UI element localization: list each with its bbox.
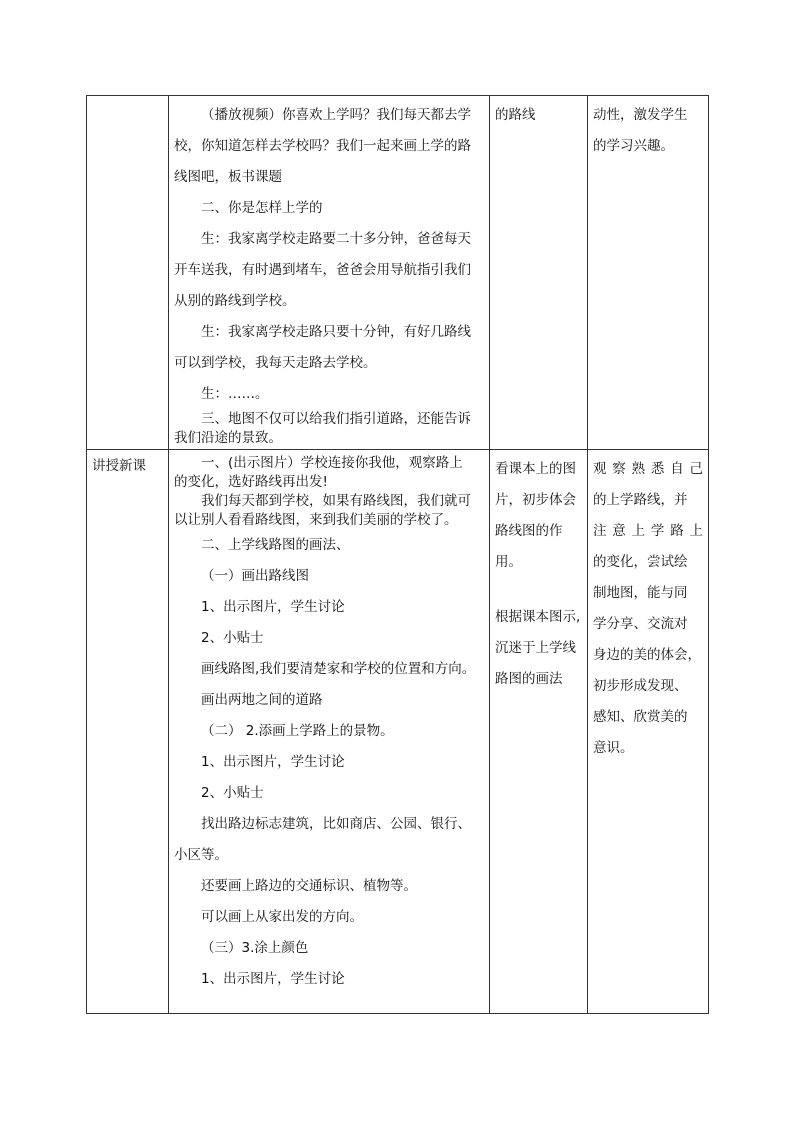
content-line: 生：……。: [201, 386, 269, 402]
row2-student-cell: [490, 450, 588, 1014]
content-line: 生：我家离学校走路要二十多分钟，爸爸每天: [201, 231, 471, 247]
content-line: （一）画出路线图: [201, 568, 309, 584]
student-line: 的路线: [495, 107, 536, 123]
content-line: 校，你知道怎样去学校吗？我们一起来画上学的路: [174, 138, 471, 154]
content-line: 1、出示图片，学生讨论: [201, 599, 345, 615]
content-line: 的变化，选好路线再出发!: [174, 474, 328, 490]
content-line: 二、你是怎样上学的: [201, 200, 323, 216]
content-line: 二、上学线路图的画法、: [201, 537, 350, 553]
table-row: [87, 450, 709, 1014]
content-line: 可以到学校，我每天走路去学校。: [174, 355, 377, 371]
content-line: 开车送我，有时遇到堵车，爸爸会用导航指引我们: [174, 262, 471, 278]
intent-line: 的学习兴趣。: [593, 138, 674, 154]
content-line: 以让别人看看路线图，来到我们美丽的学校了。: [174, 512, 458, 528]
row1-student-cell: [490, 96, 588, 450]
content-line: 小区等。: [174, 847, 228, 863]
content-line: 画出两地之间的道路: [201, 692, 323, 708]
student-line: 路线图的作用。: [495, 523, 563, 570]
row2-intent-cell: [588, 450, 709, 1014]
row2-label-cell: [87, 450, 169, 1014]
content-line: 可以画上从家出发的方向。: [201, 909, 363, 925]
intent-line: 感知、欣赏美的: [593, 709, 688, 725]
content-line: （播放视频）你喜欢上学吗？我们每天都去学: [201, 107, 471, 123]
row1-label: [87, 96, 168, 102]
intent-line: 观察熟悉自己: [593, 461, 703, 477]
content-line: 线图吧，板书课题: [174, 169, 282, 185]
content-line: 一、(出示图片）学校连接你我他，观察路上: [201, 455, 463, 471]
row1-intent-cell: [588, 96, 709, 450]
row1-content-cell: [169, 96, 490, 450]
content-line: 我们沿途的景致。: [174, 430, 282, 446]
content-line: 三、地图不仅可以给我们指引道路，还能告诉: [201, 411, 471, 427]
intent-line: 注意上学路上: [593, 523, 703, 539]
intent-line: 制地图，能与同: [593, 585, 688, 601]
content-line: （三）3.涂上颜色: [201, 940, 309, 956]
content-line: 2、小贴士: [201, 630, 264, 646]
student-line: 根据课本图示,: [495, 609, 581, 625]
intent-line: 动性，激发学生: [593, 107, 688, 123]
row2-content-cell: [169, 450, 490, 1014]
content-line: 我们每天都到学校，如果有路线图，我们就可: [201, 493, 471, 509]
content-line: 2、小贴士: [201, 785, 264, 801]
student-line: 看课本上的图: [495, 461, 576, 477]
intent-line: 的上学路线，并: [593, 492, 688, 508]
content-line: 还要画上路边的交通标识、植物等。: [201, 878, 417, 894]
table-row: [87, 96, 709, 450]
content-line: 1、出示图片，学生讨论: [201, 971, 345, 987]
student-line: 沉迷于上学线: [495, 640, 576, 656]
content-line: 画线路图,我们要清楚家和学校的位置和方向。: [201, 661, 476, 677]
row2-label: 讲授新课: [92, 458, 146, 474]
student-line: 路图的画法: [495, 671, 563, 687]
content-line: （二） 2.添画上学路上的景物。: [201, 723, 394, 739]
student-line: 片，初步体会: [495, 492, 576, 508]
content-line: 从别的路线到学校。: [174, 293, 296, 309]
intent-line: 初步形成发现、: [593, 678, 688, 694]
content-line: 找出路边标志建筑，比如商店、公园、银行、: [201, 816, 471, 832]
intent-line: 的变化，尝试绘: [593, 554, 688, 570]
intent-line: 学分享、交流对: [593, 616, 688, 632]
row1-label-cell: [87, 96, 169, 450]
content-line: 1、出示图片，学生讨论: [201, 754, 345, 770]
content-line: 生：我家离学校走路只要十分钟，有好几路线: [201, 324, 471, 340]
lesson-plan-table: [86, 95, 709, 1014]
intent-line: 身边的美的体会，: [593, 647, 701, 663]
intent-line: 意识。: [593, 740, 634, 756]
